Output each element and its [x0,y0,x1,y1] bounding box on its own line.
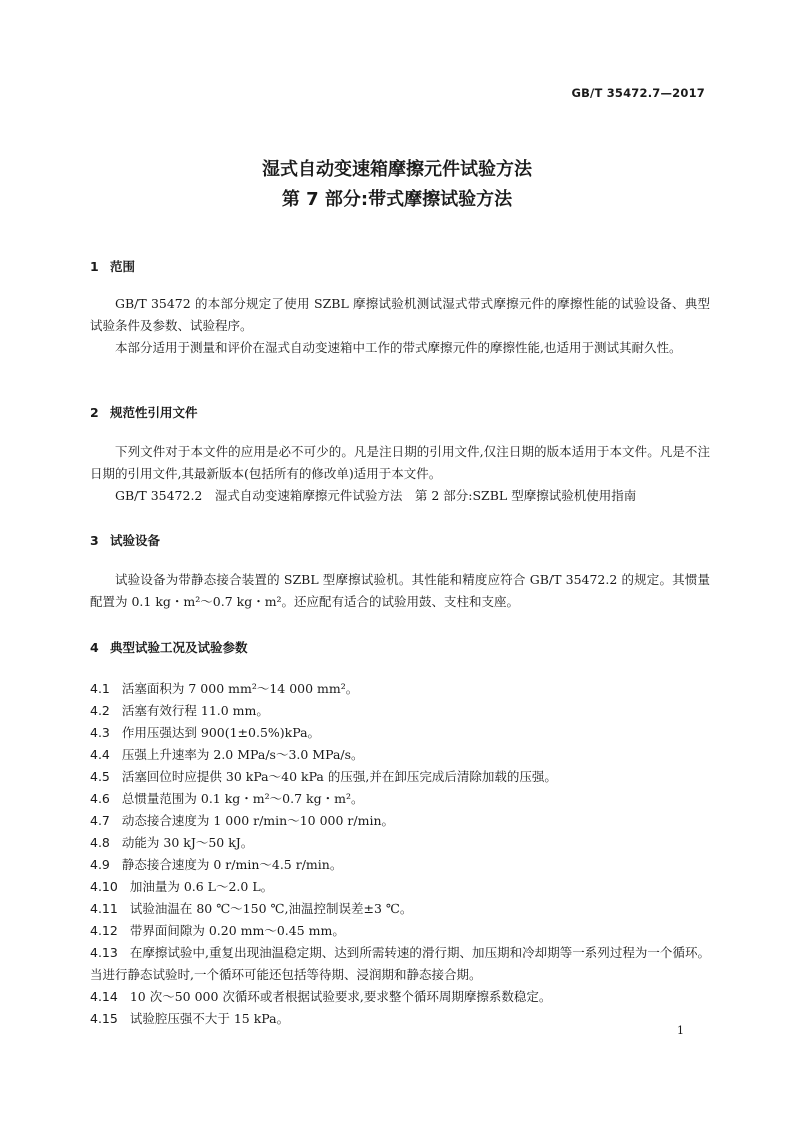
item-text: 静态接合速度为 0 r/min～4.5 r/min。 [121,857,343,872]
section-heading-4 [90,638,248,656]
list-item [90,744,710,766]
item-number: 4.1 [90,681,110,696]
page-number: 1 [677,1024,684,1037]
section-title: 典型试验工况及试验参数 [110,640,248,655]
list-item [90,766,710,788]
item-number: 4.5 [90,769,110,784]
section-number: 4 [90,640,99,655]
paragraph: 本部分适用于测量和评价在湿式自动变速箱中工作的带式摩擦元件的摩擦性能,也适用于测试其耐久性。 [115,340,682,355]
standard-code: GB/T 35472.7—2017 [571,86,705,100]
section-heading-2 [90,403,198,421]
item-text: 在摩擦试验中,重复出现油温稳定期、达到所需转速的滑行期、加压期和冷却期等一系列过程为一个循环。当进行静态试验时,一个循环可能还包括等待期、浸润期和静态接合期。 [90,945,710,982]
item-number: 4.7 [90,813,110,828]
item-text: 试验腔压强不大于 15 kPa。 [129,1011,290,1026]
item-text: 活塞面积为 7 000 mm²～14 000 mm²。 [121,681,359,696]
section-title: 范围 [110,259,136,274]
item-text: 动态接合速度为 1 000 r/min～10 000 r/min。 [121,813,395,828]
list-item [90,678,710,700]
item-number: 4.8 [90,835,110,850]
document-subtitle: 第 7 部分:带式摩擦试验方法 [281,189,513,210]
section-heading-1 [90,257,135,275]
item-text: 总惯量范围为 0.1 kg・m²～0.7 kg・m²。 [121,791,364,806]
list-item [90,986,710,1008]
section-number: 2 [90,405,99,420]
list-item [90,920,710,942]
item-number: 4.15 [90,1011,118,1026]
section-title: 试验设备 [110,533,161,548]
list-item [90,876,710,898]
section-title: 规范性引用文件 [110,405,198,420]
list-item [90,898,710,920]
list-item [90,832,710,854]
item-number: 4.13 [90,945,118,960]
item-number: 4.9 [90,857,110,872]
item-text: 活塞有效行程 11.0 mm。 [121,703,269,718]
item-text: 10 次～50 000 次循环或者根据试验要求,要求整个循环周期摩擦系数稳定。 [129,989,552,1004]
paragraph: 试验设备为带静态接合装置的 SZBL 型摩擦试验机。其性能和精度应符合 GB/T 35472.2 的规定。其惯量配置为 0.1 kg・m²～0.7 kg・m²。还应配有适合的试验用鼓、支柱和支座。 [90,572,710,609]
section-heading-3 [90,531,160,549]
item-number: 4.11 [90,901,118,916]
section-number: 3 [90,533,99,548]
item-number: 4.4 [90,747,110,762]
item-text: 活塞回位时应提供 30 kPa～40 kPa 的压强,并在卸压完成后清除加载的压强。 [121,769,557,784]
item-number: 4.12 [90,923,118,938]
list-item [90,854,710,876]
item-number: 4.14 [90,989,118,1004]
item-number: 4.6 [90,791,110,806]
list-item [90,788,710,810]
item-text: 试验油温在 80 ℃～150 ℃,油温控制误差±3 ℃。 [129,901,413,916]
item-number: 4.3 [90,725,110,740]
list-item [90,810,710,832]
item-number: 4.10 [90,879,118,894]
list-item [90,700,710,722]
document-title: 湿式自动变速箱摩擦元件试验方法 [262,159,532,180]
list-item [90,1008,710,1030]
section-number: 1 [90,259,99,274]
paragraph: GB/T 35472 的本部分规定了使用 SZBL 摩擦试验机测试湿式带式摩擦元件的摩擦性能的试验设备、典型试验条件及参数、试验程序。 [90,296,710,333]
item-text: 压强上升速率为 2.0 MPa/s～3.0 MPa/s。 [121,747,364,762]
item-text: 动能为 30 kJ～50 kJ。 [121,835,254,850]
item-text: 加油量为 0.6 L～2.0 L。 [129,879,274,894]
item-number: 4.2 [90,703,110,718]
list-item [90,722,710,744]
item-text: 作用压强达到 900(1±0.5%)kPa。 [121,725,321,740]
reference-entry: GB/T 35472.2 湿式自动变速箱摩擦元件试验方法 第 2 部分:SZBL 型摩擦试验机使用指南 [115,488,637,503]
list-item [90,942,710,986]
paragraph: 下列文件对于本文件的应用是必不可少的。凡是注日期的引用文件,仅注日期的版本适用于本文件。凡是不注日期的引用文件,其最新版本(包括所有的修改单)适用于本文件。 [90,444,710,481]
item-text: 带界面间隙为 0.20 mm～0.45 mm。 [129,923,345,938]
